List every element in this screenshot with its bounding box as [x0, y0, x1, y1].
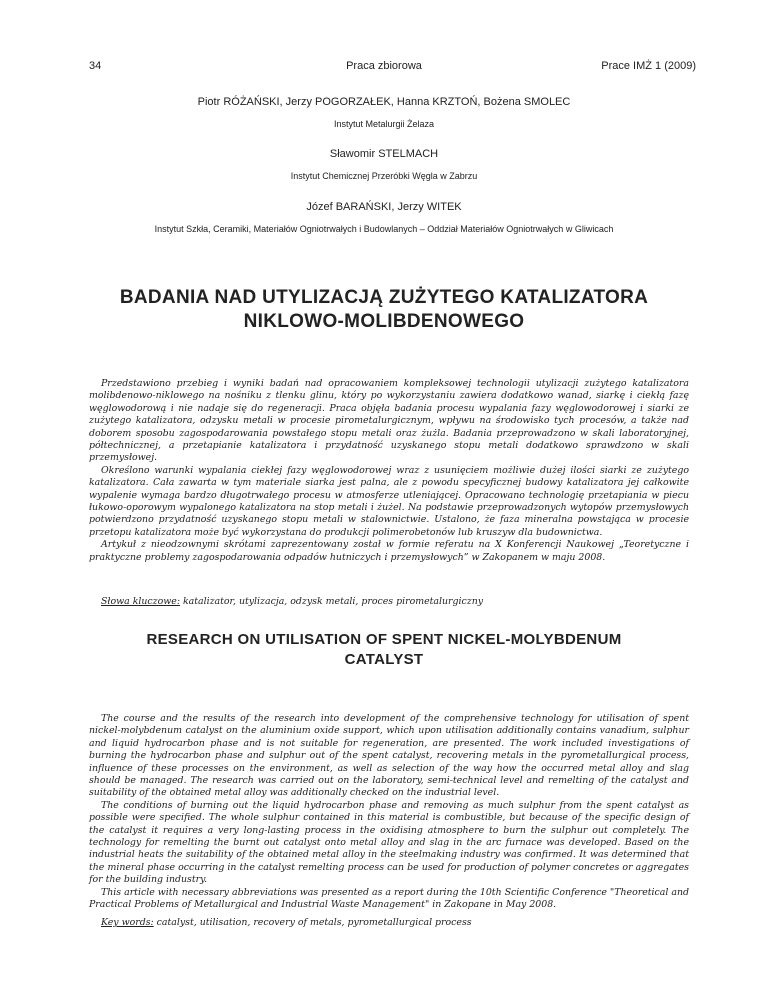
english-abstract-paragraph-1: The course and the results of the research into development of the comprehensive technology for utilisation of spent nickel-molybdenum catalyst on the aluminium oxide support, which upon utilisation additionally contains vanadium, sulphur and liquid hydrocarbon phase and is not suitable for regeneration, are presented. The work included investigations of burning the hydrocarbon phase and sulphur out of the spent catalyst, recovering metals in the pyrometallurgical process, influence of these processes on the environment, as well as selection of the way how the occurred metal alloy and slag should be managed. The research was carried out on the laboratory, semi-technical level and remelting of the catalyst and suitability of the obtained metal alloy was additionally checked on the industrial level. — [89, 713, 689, 799]
english-keywords — [101, 917, 472, 928]
english-abstract-paragraph-2: The conditions of burning out the liquid hydrocarbon phase and removing as much sulphur from the spent catalyst as possible were specified. The whole sulphur contained in this material is combustible, but because of the specific design of the catalyst it requires a very long-lasting process in the oxidising atmosphere to burn the sulphur out completely. The technology for remelting the burnt out catalyst onto metal alloy and slag in the arc furnace was developed. Based on the industrial heats the suitability of the obtained metal alloy in the steelmaking industry was confirmed. It was determined that the mineral phase occurring in the catalyst remelting process can be used for production of polymer concretes or aggregates for the building industry. — [89, 799, 689, 886]
page-number: 34 — [89, 60, 102, 72]
affiliation-2: Instytut Chemicznej Przeróbki Węgla w Zabrzu — [290, 171, 478, 181]
english-abstract — [89, 713, 689, 912]
affiliation-1: Instytut Metalurgii Żelaza — [333, 119, 435, 129]
english-keywords-label: Key words: — [101, 917, 154, 928]
polish-title — [60, 286, 708, 334]
english-title — [60, 630, 708, 670]
polish-keywords — [101, 596, 483, 607]
author-group-1: Piotr RÓŻAŃSKI, Jerzy POGORZAŁEK, Hanna KRZTOŃ, Bożena SMOLEC — [197, 96, 571, 108]
polish-keywords-label: Słowa kluczowe: — [101, 596, 180, 607]
english-abstract-paragraph-3: This article with necessary abbreviations was presented as a report during the 10th Scientific Conference "Theoretical and Practical Problems of Metallurgical and Industrial Waste Management" in Zakopane in May 2008. — [89, 886, 689, 911]
affiliation-3: Instytut Szkła, Ceramiki, Materiałów Ogniotrwałych i Budowlanych – Oddział Materiałów Ogniotrwałych w Gliwicach — [154, 224, 614, 234]
english-title-line-2: CATALYST — [344, 651, 424, 668]
polish-abstract — [89, 378, 689, 564]
author-group-2: Sławomir STELMACH — [329, 148, 439, 160]
english-keywords-text: catalyst, utilisation, recovery of metals, pyrometallurgical process — [153, 917, 472, 928]
polish-title-line-1: BADANIA NAD UTYLIZACJĄ ZUŻYTEGO KATALIZATORA — [119, 287, 649, 308]
polish-keywords-text: katalizator, utylizacja, odzysk metali, proces pirometalurgiczny — [179, 596, 484, 607]
polish-abstract-paragraph-1: Przedstawiono przebieg i wyniki badań nad opracowaniem kompleksowej technologii utylizacji zużytego katalizatora molibdenowo-niklowego na nośniku z tlenku glinu, który po wykorzystaniu zawiera dodatkowo wanad, siarkę i ciekłą fazę węglowodorową i nie nadaje się do regeneracji. Praca objęła badania procesu wypalania fazy węglowodorowej i siarki ze zużytego katalizatora, odzysku metali w procesie pirometalurgicznym, wpływu na środowisko tych procesów, a także nad doborem sposobu zagospodarowania powstałego stopu metali oraz żużla. Badania przeprowadzono w skali laboratoryjnej, półtechnicznej, a przetapianie katalizatora i przydatność uzyskanego stopu metali dodatkowo sprawdzono w skali przemysłowej. — [89, 378, 689, 464]
english-title-line-1: RESEARCH ON UTILISATION OF SPENT NICKEL-MOLYBDENUM — [146, 631, 622, 648]
polish-title-line-2: NIKLOWO-MOLIBDENOWEGO — [243, 311, 525, 332]
polish-abstract-paragraph-3: Artykuł z nieodzownymi skrótami zaprezentowany został w formie referatu na X Konferencji Naukowej „Teoretyczne i praktyczne problemy zagospodarowania odpadów hutniczych i przemysłowych” w Zakopanem w maju 2008. — [89, 539, 689, 563]
running-header-section: Praca zbiorowa — [346, 60, 422, 72]
polish-abstract-paragraph-2: Określono warunki wypalania ciekłej fazy węglowodorowej wraz z usunięciem możliwie dużej ilości siarki ze zużytego katalizatora. Cała zawarta w tym materiale siarka jest palna, ale z powodu specyficznej budowy katalizatora jej całkowite wypalenie wymaga bardzo długotrwałego procesu w atmosferze utleniającej. Opracowano technologię przetapiania w piecu łukowo-oporowym wypalonego katalizatora na stop metali i żużel. Na podstawie przeprowadzonych wytopów przemysłowych potwierdzono przydatność uzyskanego stopu metali w stalownictwie. Ustalono, że faza mineralna powstająca w procesie przetopu katalizatora może być wykorzystana do produkcji polimerobetonów lub kruszyw dla budownictwa. — [89, 464, 689, 538]
running-header-journal: Prace IMŻ 1 (2009) — [601, 60, 696, 72]
author-group-3: Józef BARAŃSKI, Jerzy WITEK — [306, 201, 462, 213]
